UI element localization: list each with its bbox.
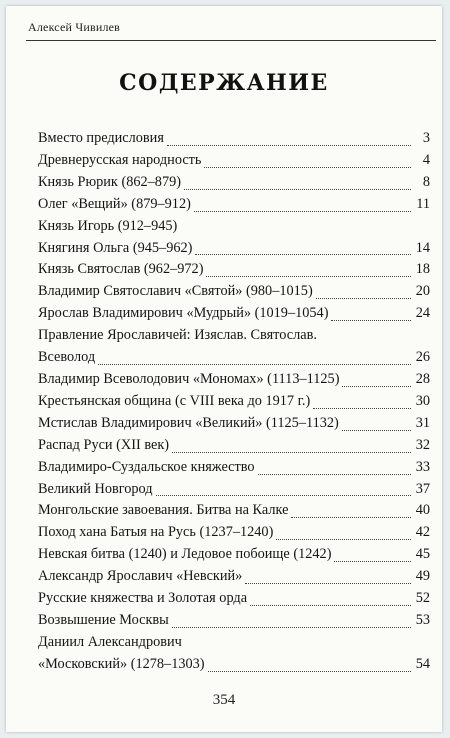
toc-entry-title: Невская битва (1240) и Ледовое побоище (1242) <box>38 546 332 563</box>
toc-entry <box>38 413 430 435</box>
toc-entry-page: 26 <box>415 349 430 366</box>
page-number: 354 <box>212 692 236 708</box>
dot-leader <box>276 524 411 540</box>
dot-leader <box>250 590 411 606</box>
toc-entry-page: 49 <box>415 568 430 585</box>
toc-entry-title: Князь Святослав (962–972) <box>38 261 204 278</box>
toc-entry-page: 33 <box>415 458 430 475</box>
toc-entry-page: 31 <box>415 414 430 431</box>
dot-leader <box>208 656 411 672</box>
toc-entry-title: Александр Ярославич «Невский» <box>38 568 243 585</box>
dot-leader <box>316 283 411 299</box>
dot-leader <box>334 546 411 562</box>
dot-leader <box>342 371 411 387</box>
toc-entry-title: Возвышение Москвы <box>38 611 169 628</box>
toc-entry-page: 18 <box>415 261 430 278</box>
toc-entry <box>38 238 430 260</box>
dot-leader <box>98 349 411 365</box>
header-rule <box>26 40 436 41</box>
toc-entry-page: 3 <box>422 130 430 146</box>
toc-entry-page: 30 <box>415 392 430 409</box>
toc-entry-page: 14 <box>415 239 430 256</box>
toc-entry-page: 53 <box>415 611 430 628</box>
toc-entry-title: Древнерусская народность <box>38 151 202 168</box>
toc-entry <box>38 435 430 457</box>
toc-entry-title: Владимир Всеволодович «Мономах» (1113–1125) <box>38 370 340 387</box>
dot-leader <box>204 152 411 168</box>
dot-leader <box>194 196 411 212</box>
toc-title: СОДЕРЖАНИЕ <box>119 70 329 96</box>
toc-entry <box>38 128 430 150</box>
toc-entry <box>38 588 430 610</box>
toc-entry-title: Князь Игорь (912–945) <box>38 217 178 234</box>
toc-entry <box>38 325 430 347</box>
toc-entry-title: Ярослав Владимирович «Мудрый» (1019–1054) <box>38 305 329 322</box>
toc-entry <box>38 632 430 654</box>
toc-entry-title: Распад Руси (XII век) <box>38 436 170 453</box>
toc-entry-title: Великий Новгород <box>38 480 153 497</box>
toc-entry <box>38 566 430 588</box>
toc-entry-page: 37 <box>415 480 430 497</box>
dot-leader <box>245 568 411 584</box>
dot-leader <box>195 239 411 255</box>
toc-entry-page: 20 <box>415 283 430 300</box>
toc-entry-title: «Московский» (1278–1303) <box>38 655 205 672</box>
toc-entry <box>38 303 430 325</box>
toc-entry-page: 32 <box>415 436 430 453</box>
toc-entry-title: Даниил Александрович <box>38 633 182 650</box>
toc-entry-title: Князь Рюрик (862–879) <box>38 173 182 190</box>
toc-entry-title: Всеволод <box>38 349 96 366</box>
toc-entry-title: Вместо предисловия <box>38 130 164 146</box>
toc-entry-page: 8 <box>422 173 430 190</box>
dot-leader <box>206 261 411 277</box>
toc-entry <box>38 194 430 216</box>
toc-entry-title: Правление Ярославичей: Изяслав. Святослав. <box>38 327 317 344</box>
toc-entry <box>38 457 430 479</box>
dot-leader <box>331 305 411 321</box>
dot-leader <box>156 480 411 496</box>
toc-entry-title: Олег «Вещий» (879–912) <box>38 195 191 212</box>
toc-entry-title: Владимир Святославич «Святой» (980–1015) <box>38 283 313 300</box>
toc-entry-title: Монгольские завоевания. Битва на Калке <box>38 502 289 519</box>
dot-leader <box>167 130 411 146</box>
toc-entry-page: 11 <box>416 195 430 212</box>
dot-leader <box>342 415 411 431</box>
dot-leader <box>291 502 411 518</box>
toc-entry <box>38 281 430 303</box>
toc-entry-title: Русские княжества и Золотая орда <box>38 590 248 607</box>
toc-entry-title: Владимиро-Суздальское княжество <box>38 458 255 475</box>
toc-entry <box>38 347 430 369</box>
dot-leader <box>172 437 411 453</box>
toc-entry <box>38 500 430 522</box>
dot-leader <box>172 612 411 628</box>
toc-entry-page: 54 <box>415 655 430 672</box>
toc-entry <box>38 172 430 194</box>
toc-entry-title: Поход хана Батыя на Русь (1237–1240) <box>38 524 274 541</box>
toc-entry-page: 4 <box>422 151 430 168</box>
dot-leader <box>258 459 411 475</box>
toc-entry <box>38 654 430 676</box>
toc-entry <box>38 522 430 544</box>
toc-entry <box>38 610 430 632</box>
toc-entry-page: 45 <box>415 546 430 563</box>
toc-entry-title: Княгиня Ольга (945–962) <box>38 239 193 256</box>
toc-entry-title: Мстислав Владимирович «Великий» (1125–1132) <box>38 414 339 431</box>
toc-entry-title: Крестьянская община (с VIII века до 1917 г.) <box>38 392 311 409</box>
toc-entry <box>38 479 430 501</box>
toc-entry-page: 52 <box>415 590 430 607</box>
toc-entry <box>38 259 430 281</box>
running-head-author: Алексей Чивилев <box>28 20 121 34</box>
toc-entry-page: 28 <box>415 370 430 387</box>
toc-entry <box>38 216 430 238</box>
toc-entry-page: 42 <box>415 524 430 541</box>
dot-leader <box>313 393 411 409</box>
table-of-contents <box>38 128 430 676</box>
toc-entry <box>38 150 430 172</box>
toc-entry-page: 40 <box>415 502 430 519</box>
toc-entry <box>38 369 430 391</box>
toc-entry-page: 24 <box>415 305 430 322</box>
dot-leader <box>184 174 411 190</box>
toc-entry <box>38 544 430 566</box>
toc-entry <box>38 391 430 413</box>
book-page <box>6 6 442 732</box>
